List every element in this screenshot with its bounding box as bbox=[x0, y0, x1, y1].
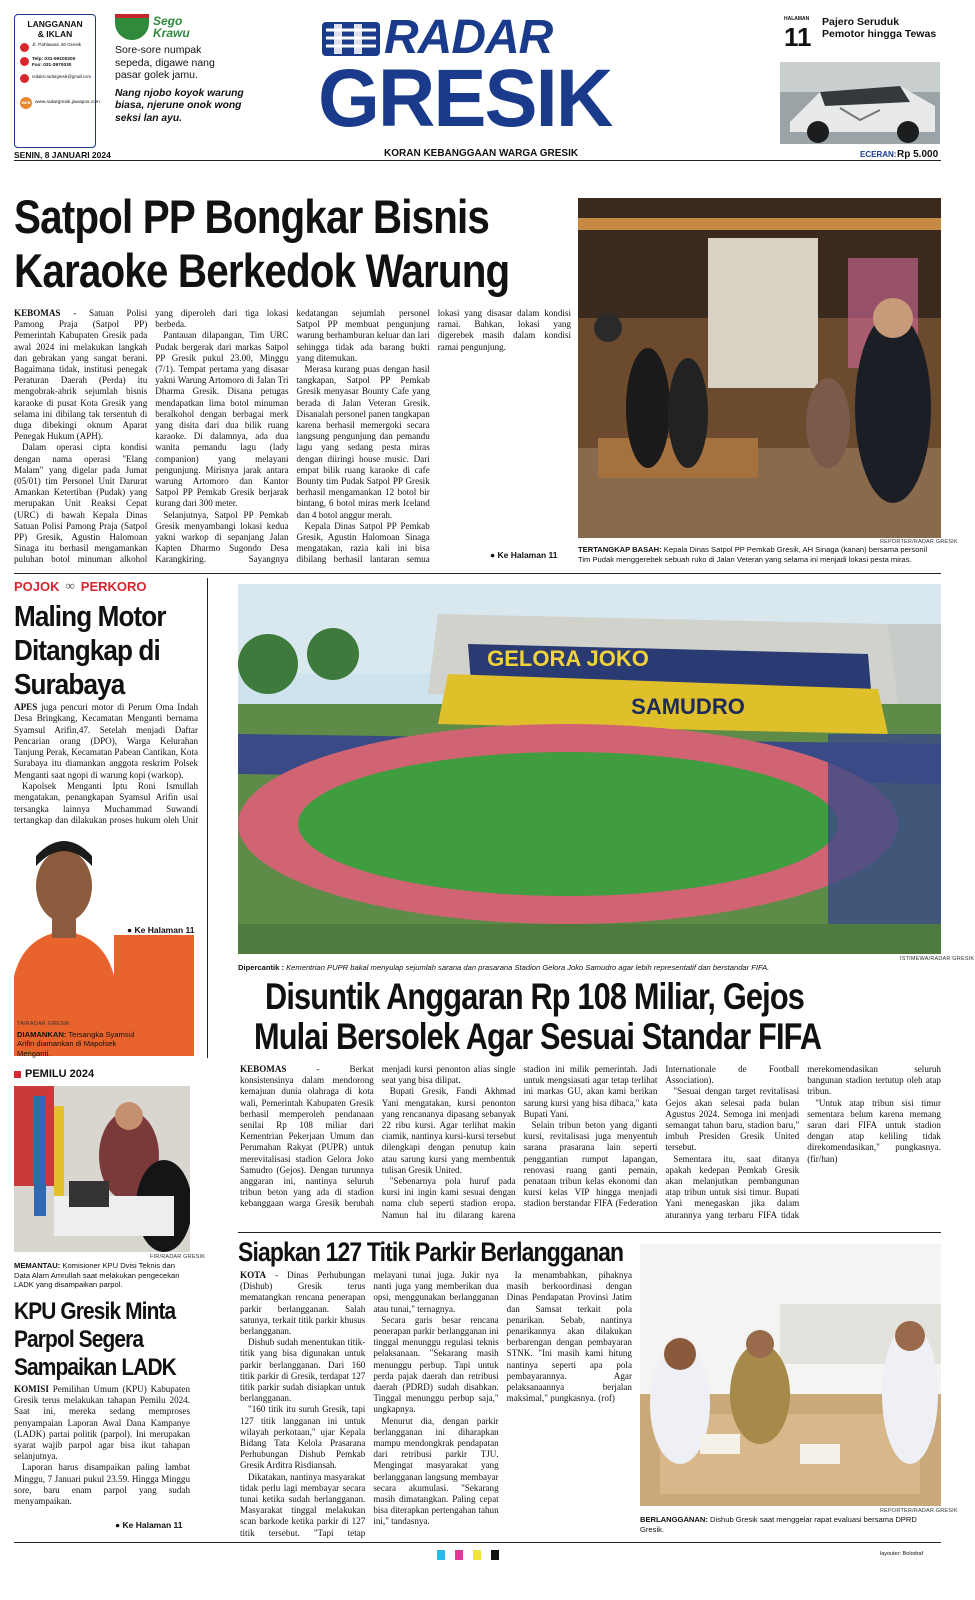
subscribe-title: LANGGANAN & IKLAN bbox=[27, 19, 83, 39]
parkir-paragraph: Dishub sudah menentukan titik-titik yang bisa digunakan untuk parkir berlangganan. Dari 160 titik parkir di Gresik, terdapat 127 titik parkir sudah disiapkan untuk berlangganan. bbox=[240, 1337, 366, 1404]
cyan-swatch bbox=[437, 1550, 445, 1560]
pojok-caption-text: Tersangka Syamsul Arifin diamankan di Mapolsek Menganti. bbox=[17, 1029, 135, 1058]
pojok-label bbox=[14, 578, 147, 594]
main-body bbox=[14, 308, 571, 566]
parkir-paragraph: Secara garis besar rencana penerapan parkir berlangganan ini tinggal menunggu regulasi teknis pelaksanaan. "Sekarang masih menunggu perbup. Tapi untuk perda pajak daerah dan retribusi daerah (PDRD) sudah disahkan. Tinggal menunggu perbup saja," ungkapnya. bbox=[373, 1314, 499, 1415]
main-headline[interactable]: Satpol PP Bongkar Bisnis Karaoke Berkedok Warung bbox=[14, 190, 510, 297]
stadium-caption-label: Dipercantik : bbox=[238, 963, 284, 972]
main-dateline: KEBOMAS bbox=[14, 308, 61, 318]
location-icon bbox=[20, 43, 29, 52]
pemilu-headline[interactable]: KPU Gresik Minta Parpol Segera Sampaikan LADK bbox=[14, 1298, 176, 1381]
sego-title: Sego Krawu bbox=[153, 14, 190, 40]
pemilu-caption-text: Komisioner KPU Dvisi Teknis dan Data Alam Amrullah saat melakukan pengecekan LADK yang disampaikan parpol. bbox=[14, 1261, 180, 1289]
main-caption-label: TERTANGKAP BASAH: bbox=[578, 545, 662, 554]
stadium-paragraph: - Berkat konsistensinya dalam mendorong kemajuan dunia olahraga di kota wali, Pemerintah Kabupaten Gresik berhasil memperoleh pendanaan senilai Rp 108 miliar dari Kementrian Pekerjaan Umum dan Perumahan Rakyat (PUPR) untuk merevitalisasi stadion Gelora Joko Samudro (Gejos). Dengan turunnya anggaran ini, nantinya seluruh tribun beton yang ada di stadion kebanggaan warga Gresik berubah menjadi kursi penonton alias single seat yang bisa dilipat. bbox=[240, 1064, 516, 1209]
main-paragraph: - Satuan Polisi Pamong Praja (Satpol PP) Pemerintah Kabupaten Gresik pada awal 2024 ini melakukan langkah dan gebrakan yang sangat berani. Bagaimana tidak, institusi penegak Peraturan Daerah (Perda) itu mengobrak-abrik sejumlah bisnis karaoke di pusat Kota Gresik yang selama ini dibilang tak tersentuh di duga dibekingi oknum Aparat Penegak Hukum (APH). bbox=[14, 308, 148, 442]
stadium-paragraph: "Untuk atap tribun sisi timur sementara belum karena memang saran dari FIFA untuk stadion dengan atap keliling tidak direkomendasikan," pungkasnya. (fir/han) bbox=[807, 1097, 941, 1164]
pemilu-photo-credit: FIR/RADAR GRESIK bbox=[150, 1254, 206, 1260]
price: Rp 5.000 bbox=[897, 149, 939, 160]
pojok-label-1: POJOK bbox=[14, 578, 60, 594]
section-rule bbox=[14, 573, 941, 574]
layouter-credit: layouter: Bolodraf bbox=[880, 1551, 924, 1557]
main-photo-raid bbox=[578, 198, 941, 538]
parkir-paragraph: "160 titik itu suruh Gresik, tapi 127 titik langganan ini untuk wilayah perkotaan," ujar Kepala Bidang Tata Kelola Prasarana Perhubungan Dishub Pemkab Gresik Arditra Risdiansah. bbox=[240, 1404, 366, 1471]
main-photo-credit: REPORTER/RADAR GRESIK bbox=[880, 539, 958, 545]
web-address: www.radargresik.jawapos.com bbox=[35, 100, 100, 105]
stadium-caption-text: Kementrian PUPR bakal menyulap sejumlah sarana dan prasarana Stadion Gelora Joko Samudro agar lebih representatif dan berstandar FIFA. bbox=[284, 963, 770, 972]
pemilu-label-text: PEMILU 2024 bbox=[25, 1068, 95, 1080]
parkir-photo-meeting bbox=[640, 1244, 941, 1506]
stadium-paragraph: "Sebenarnya pola huruf pada kursi ini ingin kami sesuai dengan nama club seperti stadion eropa. Namun hal itu dilarang karena stadion ini milik pemerintah. Jadi untuk mengsiasati agar tetap terlihat ini markas GU, akan kami berikan sarung kursi yang bisa dibaca," kata Bupati Yani. bbox=[381, 1064, 658, 1220]
parkir-paragraph: - Dinas Perhubungan (Dishub) Gresik terus mematangkan rencana penerapan parkir berlangganan. Salah satunya, terkait titik parkir khusus berlangganan. bbox=[240, 1270, 366, 1337]
stadium-sign-1: GELORA JOKO bbox=[487, 646, 649, 671]
teaser-photo-car-crash bbox=[780, 62, 940, 144]
pojok-body bbox=[14, 702, 198, 838]
edition-date: SENIN, 8 JANUARI 2024 bbox=[14, 150, 111, 160]
pojok-continue-label: Ke Halaman 11 bbox=[134, 925, 195, 935]
parkir-headline[interactable]: Siapkan 127 Titik Parkir Berlangganan bbox=[238, 1237, 624, 1267]
logo-gresik: GRESIK bbox=[318, 53, 612, 144]
black-swatch bbox=[491, 1550, 499, 1560]
main-paragraph: Pantauan dilapangan, Tim URC Pudak bergerak dari markas Satpol PP Gresik pukul 23.00, Minggu (7/1). Tempat pertama yang disasar yakni Warung Artomoro di Jalan Tri Dharma Gresik. Disana petugas mendapatkan lima botol minuman beralkohol dengan berbagai merk yang disita dari dua bilik ruang karaoke. Di dalamnya, ada dua wanita pemandu lagu (lady companion) yang melayani pengunjung. Mirisnya jarak antara warung Artomoro dan Kantor Satpol PP Pemkab Gresik berjarak kurang dari 300 meter. bbox=[155, 330, 289, 509]
pojok-continue-link[interactable]: ● Ke Halaman 11 bbox=[127, 925, 195, 935]
main-caption-text: Kepala Dinas Satpol PP Pemkab Gresik, AH Sinaga (kanan) bersama personil Tim Pudak menggerebek sebuah ruko di Jalan Veteran yang selama ini menjadi lokasi pesta miras. bbox=[578, 545, 928, 564]
pemilu-dateline: KOMISI bbox=[14, 1384, 49, 1394]
pojok-dateline: APES bbox=[14, 702, 38, 712]
web-icon: WEB bbox=[20, 97, 32, 109]
stadium-photo-credit: ISTIMEWA/RADAR GRESIK bbox=[900, 956, 975, 962]
main-continue-link[interactable]: ● Ke Halaman 11 bbox=[490, 550, 558, 560]
magenta-swatch bbox=[455, 1550, 463, 1560]
parkir-paragraph: Dikatakan, nantinya masyarakat tidak perlu lagi membayar secara tunai ketika sudah berlangganan. Masyarakat tinggal melakukan scan barkode ketika parkir di 127 titik tersebut. "Tapi tetap melayani tunai juga. Jukir nya nanti juga yang memberikan dua opsi, menggunakan berlangganan atau tunai," ternagnya. bbox=[240, 1270, 499, 1538]
main-continue-label: Ke Halaman 11 bbox=[497, 550, 558, 560]
teaser-title: Pajero Seruduk Pemotor hingga Tewas bbox=[822, 16, 937, 40]
teaser-page-label: HALAMAN bbox=[784, 16, 810, 22]
phone-icon bbox=[20, 57, 29, 66]
stadium-headline-1[interactable]: Disuntik Anggaran Rp 108 Miliar, Gejos bbox=[265, 976, 805, 1017]
sego-line2: Nang njobo koyok warung biasa, njerune onok wong seksi lan ayu. bbox=[115, 87, 244, 124]
subscribe-box bbox=[14, 14, 100, 148]
teaser-box[interactable] bbox=[780, 14, 940, 144]
parkir-photo-credit: REPORTER/RADAR GRESIK bbox=[880, 1508, 958, 1514]
pemilu-continue-link[interactable]: ● Ke Halaman 11 bbox=[115, 1520, 183, 1530]
main-paragraph: Kepala Dinas Satpol PP Pemkab Gresik, Agustin Halomoan Sinaga mengatakan, razia kali ini bisa dibilang berhasil lantaran semua lokasi yang disasar dalam kondisi ramai. Bahkan, lokasi yang digerebek masih dalam kondisi ramai pengunjung. bbox=[296, 308, 571, 565]
footer-rule bbox=[14, 1542, 941, 1543]
parkir-caption-text: Dishub Gresik saat menggelar rapat evaluasi bersama DPRD Gresik. bbox=[640, 1515, 917, 1534]
stadium-photo bbox=[238, 584, 941, 954]
color-registration-bar bbox=[437, 1550, 499, 1560]
pemilu-label bbox=[14, 1068, 94, 1080]
header-rule bbox=[14, 160, 941, 161]
stadium-paragraph: "Sesuai dengan target revitalisasi Gejos akan selesai pada bulan Agustus 2024. Semoga ini menjadi semangat tahun baru, stadion baru," imbuh Presiden Gresik United tersebut. bbox=[665, 1086, 800, 1153]
pemilu-caption-label: MEMANTAU: bbox=[14, 1261, 61, 1270]
address: Jl. Pahlawan 46 Gresik bbox=[32, 43, 82, 48]
pojok-caption bbox=[17, 1020, 137, 1058]
pojok-photo-credit: TA/RADAR GRESIK bbox=[17, 1021, 70, 1027]
yellow-swatch bbox=[473, 1550, 481, 1560]
sego-krawu-box bbox=[115, 14, 285, 154]
pemilu-body bbox=[14, 1384, 190, 1507]
main-paragraph: Dalam operasi cipta kondisi dengan nama operasi "Elang Malam" yang digelar pada Jumat (05/01) tim Personel Unit Darurat Amankan Ketertiban (Pudak) yang merupakan Unit Reaksi Cepat (URC) di bawah Kepala Dinas Satuan Polisi Pamong Praja (Satpol PP) Gresik, Agustin Halomoan Sinaga itu berhasil mengamankan puluhan botol minuman alkohol yang diperoleh dari tiga lokasi berbeda. bbox=[14, 308, 289, 565]
pemilu-photo bbox=[14, 1086, 190, 1252]
stadium-paragraph: Sementara itu, saat ditanya apakah kedepan Pemkab Gresik akan melanjutkan pembangunan atap tribun untuk sisi timur. Bupati Yani menegaskan jika dalam aturannya yang terbaru FIFA tidak merekomendasikan seluruh bangunan stadion tertutup oleh atap tribun. bbox=[665, 1064, 941, 1220]
stadium-sign-2: SAMUDRO bbox=[631, 694, 745, 719]
stadium-headline-2[interactable]: Mulai Bersolek Agar Sesuai Standar FIFA bbox=[254, 1016, 822, 1057]
main-caption bbox=[578, 545, 941, 564]
logo-radar-gresik bbox=[318, 11, 648, 159]
main-paragraph: Merasa kurang puas dengan hasil tangkapan, Satpol PP Pemkab Gresik menyasar Bounty Cafe yang berada di Jalan Veteran Gresik. Disanalah personel panen tangkapan karena berhasil memergoki secara langsung pengunjung dan pemandu lagu yang sedang pesta miras dengan diiringi house music. Dari empat bilik ruang karaoke di cafe Bounty tim Pudak Satpol PP Gresik berhasil mengamankan 12 botol bir bintang, 6 botol miras merk Iceland dan 4 botol anggur merah. bbox=[296, 364, 430, 520]
left-column-rule bbox=[207, 578, 208, 1058]
stadium-body bbox=[240, 1064, 941, 1228]
pojok-caption-label: DIAMANKAN: bbox=[17, 1029, 67, 1039]
handcuffs-icon: ∞ bbox=[65, 578, 75, 593]
teaser-page-number: 11 bbox=[784, 22, 812, 52]
tagline: KORAN KEBANGGAAN WARGA GRESIK bbox=[384, 148, 579, 159]
parkir-paragraph: Ia menambahkan, pihaknya masih berkoordinasi dengan Dinas Pendapatan Provinsi Jatim dan Samsat terkait pola penarikan. Sebab, nantinya penarikannya akan dilakukan berbarengan dengan pembayaran STNK. "Ini masih kami hitung nantinya seperti apa pola pembayarannya. Agar pelaksanaannya berjalan maksimal," pungkasnya. (rof) bbox=[506, 1270, 632, 1404]
email-icon bbox=[20, 74, 29, 83]
stadium-caption bbox=[238, 963, 941, 973]
parkir-paragraph: Menurut dia, dengan parkir berlangganan ini diharapkan mampu mendongkrak pendapatan dari retribusi parkir TJU. Mengingat masyarakat yang berlangganan langsung membayar secara akumulasi. "Sekarang masih dimatangkan. Paling cepat bisa diterapkan pertengahan tahun ini," tandasnya. bbox=[373, 1415, 499, 1527]
main-paragraph: Selanjutnya, Satpol PP Pemkab Gresik menyambangi lokasi kedua yakni warkop di sepanjang Jalan Kapten Dharmo Sugondo Desa Karangkiring. Sayangnya kedatangan sejumlah personel Satpol PP membuat pengunjung warung berhamburan keluar dan lari sehingga tidak ada barang bukti yang ditemukan. bbox=[155, 308, 430, 565]
square-bullet-icon bbox=[14, 1071, 21, 1078]
pemilu-paragraph: Pemilihan Umum (KPU) Kabupaten Gresik terus melakukan tahapan Pemilu 2024. Saat ini, mereka sedang memproses penyampaian Laporan Awal Dana Kampanye (LADK) partai politik (parpol). Ini merupakan syarat wajib parpol agar bisa ikut tahapan selanjutnya. bbox=[14, 1384, 190, 1462]
stadium-paragraph: Selain tribun beton yang diganti kursi, revitalisasi juga menyentuh sarana prasarana lain seperti penggantian rumput lapangan, renovasi ruang ganti pemain, penataan tribun kelas ekonomi dan kursi kelas VIP hingga menjadi stadion berstandar FIFA (Federation Internationale de Football Association). bbox=[523, 1064, 800, 1209]
stadium-rule bbox=[238, 1232, 941, 1233]
parkir-caption bbox=[640, 1515, 941, 1534]
pojok-paragraph: Kapolsek Menganti Iptu Roni Ismullah mengatakan, penangkapan Syamsul Arifin usai tersangka lainnya Muchammad Suwandi tertangkap dan dilakukan proses hukum oleh Unit bbox=[14, 781, 198, 825]
pojok-headline[interactable]: Maling Motor Ditangkap di Surabaya bbox=[14, 601, 166, 701]
phone: Telp: 031-99100200 Fax: 031-3970030 bbox=[32, 57, 76, 68]
pojok-paragraph: juga pencuri motor di Perum Oma Indah Desa Bringkang, Kecamatan Menganti bernama Syamsul Arifin,47. Setelah menjadi Daftar Pencarian orang (DPO), Warga Kelurahan Tanjung Perak, Kecamatan Pabean Cantikan, Kota Surabaya itu diamankan anggota reskrim Polsek Menganti saat ngopi di warung kopi (warkop). bbox=[14, 702, 198, 780]
price-label: ECERAN: bbox=[860, 150, 897, 159]
parkir-dateline: KOTA bbox=[240, 1270, 267, 1280]
stadium-dateline: KEBOMAS bbox=[240, 1064, 287, 1074]
bowl-icon bbox=[115, 14, 149, 40]
parkir-caption-label: BERLANGGANAN: bbox=[640, 1515, 708, 1524]
parkir-body bbox=[240, 1270, 632, 1540]
pemilu-paragraph: Laporan harus disampaikan paling lambat Minggu, 7 Januari pukul 23.59. Hingga Minggu sore, baru enam parpol yang sudah menyampaikan. bbox=[14, 1462, 190, 1507]
pemilu-caption bbox=[14, 1261, 190, 1290]
stadium-paragraph: Bupati Gresik, Fandi Akhmad Yani mengatakan, kursi penonton yang rencananya dipasang sebanyak 22 ribu kursi. Agar terlihat makin ciamik, nantinya kursi-kursi tersebut dilengkapi dengan penutup kain atau sarung kursi yang membentuk tulisan Gresik United. bbox=[381, 1086, 516, 1175]
sego-line1: Sore-sore numpak sepeda, digawe nang pasar golek jamu. bbox=[115, 44, 215, 81]
pojok-label-2: PERKORO bbox=[80, 578, 147, 594]
pemilu-continue-label: Ke Halaman 11 bbox=[122, 1520, 183, 1530]
logo-radar: RADAR bbox=[384, 11, 553, 64]
email: redaksi.radargresik@gmail.com bbox=[32, 74, 91, 79]
